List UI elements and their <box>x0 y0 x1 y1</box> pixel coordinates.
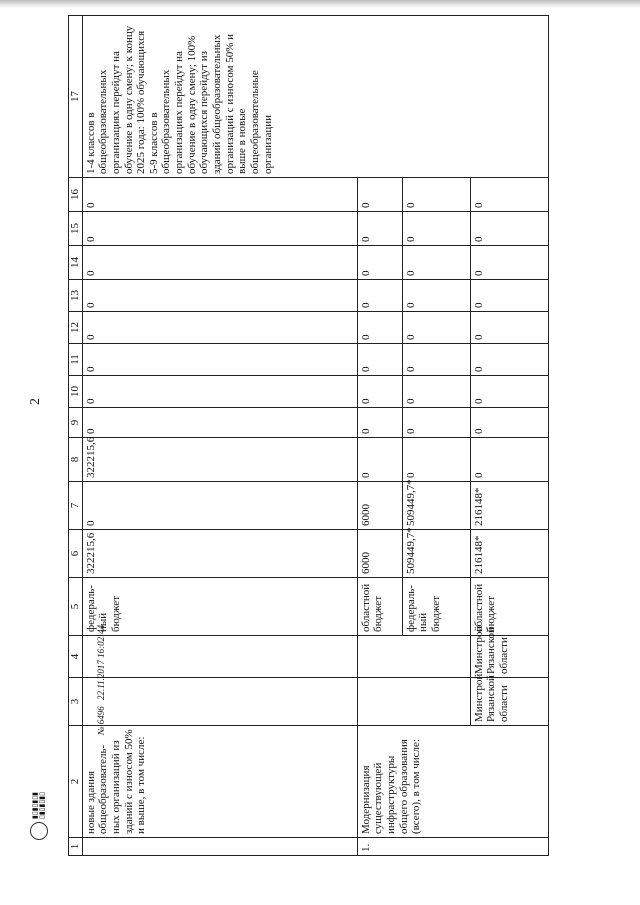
funding-source: федераль-ный бюджет <box>402 578 470 636</box>
program-table <box>68 15 549 856</box>
header-cell: 9 <box>69 408 83 438</box>
value-cell: 509449,7* <box>402 482 470 530</box>
value-cell: 0 <box>82 212 357 246</box>
value-cell: 0 <box>402 178 470 212</box>
header-cell: 11 <box>69 344 83 376</box>
header-cell: 6 <box>69 530 83 578</box>
header-cell: 2 <box>69 726 83 838</box>
value-cell: 0 <box>357 376 402 408</box>
value-cell: 216148* <box>470 530 548 578</box>
header-cell: 13 <box>69 280 83 312</box>
seal-icon <box>30 822 48 840</box>
executor-cell <box>82 678 357 726</box>
funding-source: областной бюджет <box>357 578 402 636</box>
value-cell: 6000 <box>357 482 402 530</box>
header-cell: 8 <box>69 438 83 482</box>
header-cell: 5 <box>69 578 83 636</box>
header-cell: 3 <box>69 678 83 726</box>
document-number: № 6496 <box>96 706 106 735</box>
value-cell: 0 <box>470 438 548 482</box>
value-cell: 0 <box>470 312 548 344</box>
registration-stamp <box>20 760 58 840</box>
header-cell: 14 <box>69 246 83 280</box>
header-cell: 17 <box>69 16 83 178</box>
value-cell: 0 <box>357 344 402 376</box>
value-cell: 0 <box>470 376 548 408</box>
table-row <box>82 16 357 856</box>
value-cell: 0 <box>470 178 548 212</box>
value-cell: 0 <box>357 246 402 280</box>
value-cell: 0 <box>402 376 470 408</box>
value-cell: 0 <box>82 246 357 280</box>
value-cell: 322215,6 <box>82 530 357 578</box>
target-indicator: 1-4 классов в общеобразовательных организациях перейдут на обучение в одну смену; к концу 2025 года: 100% обучающихся 5-9 классов в общеобразовательных организациях перейдут на обучение в одну смену; 100% обучающихся перейдут из зданий общеобразовательных организаций с износом 50% и выше в новые общеобразовательные организации <box>82 16 548 178</box>
value-cell: 0 <box>402 438 470 482</box>
measure-name: новые здания общеобразователь-ных организаций из зданий с износом 50% и выше, в том числе: <box>82 726 357 838</box>
funding-source: федераль-ный бюджет <box>82 578 357 636</box>
value-cell: 509449,7* <box>402 530 470 578</box>
executor-cell: Минстрой Рязанской области <box>470 678 548 726</box>
header-row <box>69 16 83 856</box>
document-footer <box>96 625 106 735</box>
value-cell: 322215,6 <box>82 438 357 482</box>
scan-edge <box>0 0 640 8</box>
value-cell: 6000 <box>357 530 402 578</box>
value-cell: 0 <box>82 312 357 344</box>
value-cell: 0 <box>357 438 402 482</box>
value-cell: 0 <box>82 280 357 312</box>
value-cell: 0 <box>470 212 548 246</box>
value-cell: 0 <box>82 376 357 408</box>
executor-cell <box>357 678 470 726</box>
value-cell: 0 <box>402 408 470 438</box>
stamp-lines: ▮▯▮▯▮▯▮ ▯▮▯▮▯▮▯ <box>31 792 46 819</box>
value-cell: 216148* <box>470 482 548 530</box>
value-cell: 0 <box>82 178 357 212</box>
measure-name: Модернизация существующей инфраструктуры общего образования (всего), в том числе: <box>357 726 548 838</box>
coexecutor-cell <box>82 636 357 678</box>
value-cell: 0 <box>470 408 548 438</box>
value-cell: 0 <box>402 280 470 312</box>
value-cell: 0 <box>470 344 548 376</box>
page-number: 2 <box>28 398 43 405</box>
header-cell: 10 <box>69 376 83 408</box>
coexecutor-cell <box>357 636 470 678</box>
value-cell: 0 <box>357 280 402 312</box>
value-cell: 0 <box>402 246 470 280</box>
funding-source: областной бюджет <box>470 578 548 636</box>
coexecutor-cell: Минстрой Рязанской области <box>470 636 548 678</box>
value-cell: 0 <box>402 312 470 344</box>
header-cell: 4 <box>69 636 83 678</box>
header-cell: 12 <box>69 312 83 344</box>
value-cell: 0 <box>82 408 357 438</box>
value-cell: 0 <box>357 408 402 438</box>
rotated-table-stage <box>68 16 558 856</box>
value-cell: 0 <box>470 246 548 280</box>
value-cell: 0 <box>402 212 470 246</box>
header-cell: 7 <box>69 482 83 530</box>
row-number <box>82 838 357 856</box>
value-cell: 0 <box>82 344 357 376</box>
header-cell: 15 <box>69 212 83 246</box>
header-cell: 16 <box>69 178 83 212</box>
value-cell: 0 <box>357 178 402 212</box>
value-cell: 0 <box>82 482 357 530</box>
value-cell: 0 <box>357 212 402 246</box>
header-cell: 1 <box>69 838 83 856</box>
value-cell: 0 <box>470 280 548 312</box>
value-cell: 0 <box>402 344 470 376</box>
document-timestamp: 22.11.2017 16:02:44 <box>96 624 106 700</box>
row-number: 1. <box>357 838 548 856</box>
value-cell: 0 <box>357 312 402 344</box>
